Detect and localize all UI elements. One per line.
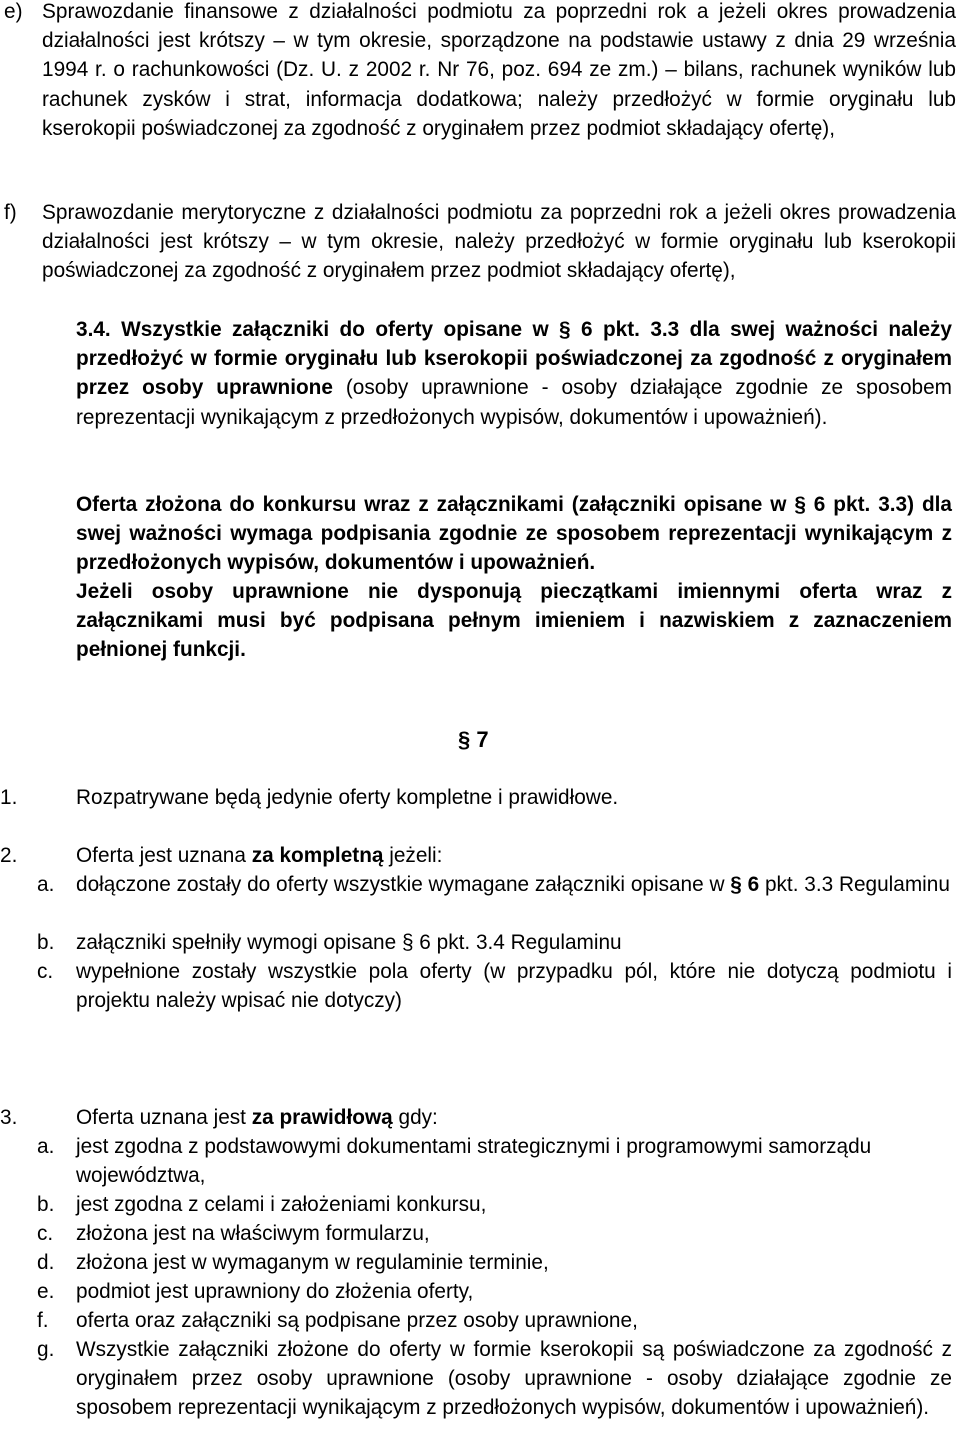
sub-item-3d bbox=[37, 1248, 952, 1277]
sub-marker: e. bbox=[37, 1280, 55, 1303]
sub-item-3e bbox=[37, 1277, 952, 1306]
point-text-part: Oferta uznana jest bbox=[76, 1106, 252, 1129]
list-item-e bbox=[0, 0, 956, 143]
sub-item-3b bbox=[37, 1190, 952, 1219]
sub-item-2a bbox=[37, 870, 952, 899]
point-marker: 3. bbox=[0, 1106, 18, 1129]
sub-text: jest zgodna z celami i założeniami konkursu, bbox=[76, 1193, 487, 1216]
point-marker: 2. bbox=[0, 844, 18, 867]
sub-marker: f. bbox=[37, 1309, 49, 1332]
paragraph-text: (osoby uprawnione - osoby działające zgodnie ze sposobem reprezentacji wynikającym z przedłożonych wypisów, dokumentów i upoważnień). bbox=[76, 376, 952, 429]
paragraph-jezeli: Jeżeli osoby uprawnione nie dysponują pieczątkami imiennymi oferta wraz z załącznikami musi być podpisana pełnym imieniem i nazwiskiem z zaznaczeniem pełnionej funkcji. bbox=[76, 580, 952, 662]
point-text-bold: za prawidłową bbox=[251, 1106, 393, 1129]
list-marker: f) bbox=[4, 201, 17, 224]
list-item-text: Sprawozdanie finansowe z działalności podmiotu za poprzedni rok a jeżeli okres prowadzenia działalności jest krótszy – w tym okresie, sporządzone na podstawie ustawy z dnia 29 września 1994 r. o rachunkowości (Dz. U. z 2002 r. Nr 76, poz. 694 ze zm.) – bilans, rachunek wyników lub rachunek zysków i strat, informacja dodatkowa; należy przedłożyć w formie oryginału lub kserokopii poświadczonej za zgodność z oryginałem przez podmiot składający ofertę), bbox=[42, 0, 956, 140]
sub-text: Wszystkie załączniki złożone do oferty w formie kserokopii są poświadczone za zgodność z oryginałem przez osoby uprawnione (osoby uprawnione - osoby działające zgodnie ze sposobem reprezentacji wynikającym z przedłożonych wypisów, dokumentów i upoważnień). bbox=[76, 1338, 952, 1420]
point-text: Rozpatrywane będą jedynie oferty kompletne i prawidłowe. bbox=[76, 786, 619, 809]
section-heading: § 7 bbox=[458, 727, 489, 752]
list-marker: e) bbox=[4, 0, 23, 23]
point-text-bold: za kompletną bbox=[251, 844, 384, 867]
point-3 bbox=[0, 1103, 952, 1132]
sub-marker: a. bbox=[37, 1135, 55, 1158]
sub-text: załączniki spełniły wymogi opisane § 6 pkt. 3.4 Regulaminu bbox=[76, 931, 622, 954]
point-text-part: jeżeli: bbox=[383, 844, 443, 867]
sub-text: złożona jest w wymaganym w regulaminie terminie, bbox=[76, 1251, 549, 1274]
sub-item-3c bbox=[37, 1219, 952, 1248]
list-item-f bbox=[0, 198, 956, 286]
point-text bbox=[76, 841, 952, 870]
sub-marker: d. bbox=[37, 1251, 55, 1274]
sub-text-bold: § 6 bbox=[730, 873, 760, 896]
sub-item-3f bbox=[37, 1306, 952, 1335]
list-item-text: Sprawozdanie merytoryczne z działalności podmiotu za poprzedni rok a jeżeli okres prowadzenia działalności jest krótszy – w tym okresie, należy przedłożyć w formie oryginału lub kserokopii poświadczonej za zgodność z oryginałem przez podmiot składający ofertę), bbox=[42, 201, 956, 283]
sub-text-part: pkt. 3.3 Regulaminu bbox=[759, 873, 950, 896]
sub-text: podmiot jest uprawniony do złożenia oferty, bbox=[76, 1280, 474, 1303]
sub-marker: c. bbox=[37, 960, 54, 983]
sub-item-2c bbox=[37, 957, 952, 1015]
sub-marker: a. bbox=[37, 873, 55, 896]
point-text bbox=[76, 1103, 952, 1132]
sub-marker: g. bbox=[37, 1338, 55, 1361]
sub-marker: b. bbox=[37, 1193, 55, 1216]
sub-text: oferta oraz załączniki są podpisane przez osoby uprawnione, bbox=[76, 1309, 638, 1332]
paragraph-3-4 bbox=[76, 315, 952, 432]
point-text-part: Oferta jest uznana bbox=[76, 844, 252, 867]
sub-text-part: dołączone zostały do oferty wszystkie wymagane załączniki opisane w bbox=[76, 873, 731, 896]
point-text-part: gdy: bbox=[392, 1106, 438, 1129]
sub-text bbox=[76, 870, 952, 899]
sub-item-3g bbox=[37, 1335, 952, 1423]
sub-item-3a bbox=[37, 1132, 952, 1190]
sub-text: złożona jest na właściwym formularzu, bbox=[76, 1222, 430, 1245]
sub-marker: c. bbox=[37, 1222, 54, 1245]
point-1 bbox=[0, 783, 952, 812]
sub-text: jest zgodna z podstawowymi dokumentami strategicznymi i programowymi samorządu województwa, bbox=[76, 1135, 872, 1188]
sub-item-2b bbox=[37, 928, 952, 957]
sub-text: wypełnione zostały wszystkie pola oferty (w przypadku pól, które nie dotyczą podmiotu i projektu należy wpisać nie dotyczy) bbox=[76, 960, 952, 1013]
point-2 bbox=[0, 841, 952, 870]
paragraph-bold-text: 3.4. Wszystkie załączniki do oferty opisane w § 6 pkt. 3.3 dla swej ważności należy przedłożyć w formie oryginału lub kserokopii poświadczonej za zgodność z oryginałem przez osoby uprawnione bbox=[76, 318, 952, 400]
sub-marker: b. bbox=[37, 931, 55, 954]
paragraph-oferta-zlozona: Oferta złożona do konkursu wraz z załącznikami (załączniki opisane w § 6 pkt. 3.3) dla swej ważności wymaga podpisania zgodnie ze sposobem reprezentacji wynikającym z przedłożonych wypisów, dokumentów i upoważnień. bbox=[76, 493, 952, 575]
point-marker: 1. bbox=[0, 786, 18, 809]
